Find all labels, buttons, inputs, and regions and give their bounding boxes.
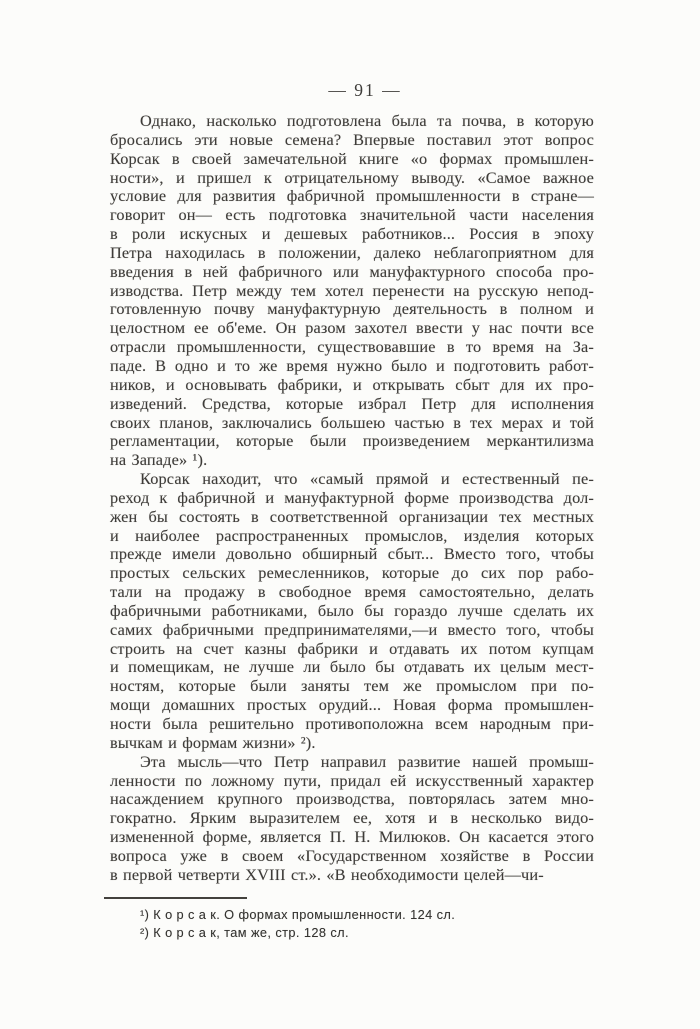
text-line: в первой четверти XVIII ст.». «В необходимости целей—чи- bbox=[110, 864, 544, 884]
text-line: самих фабричными предпринимателями,—и вместо того, чтобы bbox=[110, 619, 594, 639]
text-line: готовленную почву мануфактурную деятельность в полном и bbox=[110, 299, 594, 319]
text-line: Корсак в своей замечательной книге «о формах промышлен- bbox=[110, 148, 594, 168]
text-line: и помещикам, не лучше ли было бы отдавать их целым мест- bbox=[110, 657, 594, 677]
text-line: бросались эти новые семена? Впервые поставил этот вопрос bbox=[110, 129, 594, 149]
text-line: Эта мысль—что Петр направил развитие нашей промыш- bbox=[140, 751, 594, 771]
text-line: реход к фабричной и мануфактурной форме производства дол- bbox=[110, 487, 594, 507]
text-line: изведений. Средства, которые избрал Петр для исполнения bbox=[110, 393, 594, 413]
text-line: вычкам и формам жизни» ²). bbox=[110, 732, 316, 752]
text-line: ников, и основывать фабрики, и открывать сбыт для их про- bbox=[110, 374, 594, 394]
text-line: фабричными работниками, было бы гораздо лучше сделать их bbox=[110, 600, 594, 620]
text-line: своих планов, заключались большею частью в тех мерах и той bbox=[110, 412, 594, 432]
text-line: насаждением крупного производства, повторялась затем мно- bbox=[110, 789, 594, 809]
text-line: Петра находилась в положении, далеко неблагоприятном для bbox=[110, 242, 594, 262]
text-line: условие для развития фабричной промышленности в стране— bbox=[110, 186, 594, 206]
text-line: Однако, насколько подготовлена была та почва, в которую bbox=[140, 111, 594, 130]
text-line: отрасли промышленности, существовавшие в то время на За- bbox=[110, 337, 594, 357]
text-line: в роли искусных и дешевых работников... Россия в эпоху bbox=[110, 224, 594, 244]
page-body bbox=[110, 112, 594, 885]
footnote: ²) К о р с а к, там же, стр. 128 сл. bbox=[140, 925, 349, 940]
text-line: говорит он— есть подготовка значительной части населения bbox=[110, 205, 594, 225]
text-line: тали на продажу в свободное время самостоятельно, делать bbox=[110, 582, 594, 602]
text-line: мощи домашних простых орудий... Новая форма промышлен- bbox=[110, 695, 594, 715]
text-line: регламентации, которые были произведением меркантилизма bbox=[110, 431, 594, 451]
text-line: вопроса уже в своем «Государственном хозяйстве в России bbox=[110, 845, 594, 865]
text-line: ленности по ложному пути, придал ей искусственный характер bbox=[110, 770, 594, 790]
text-line: ности», и пришел к отрицательному выводу. «Самое важное bbox=[110, 167, 594, 187]
text-line: простых сельских ремесленников, которые до сих пор рабо- bbox=[110, 563, 594, 583]
text-line: изводства. Петр между тем хотел перенести на русскую непод- bbox=[110, 280, 594, 300]
text-line: паде. В одно и то же время нужно было и подготовить работ- bbox=[110, 355, 594, 375]
text-line: жен бы состоять в соответственной организации тех местных bbox=[110, 506, 594, 526]
text-line: на Западе» ¹). bbox=[110, 450, 208, 470]
text-line: измененной форме, является П. Н. Милюков. Он касается этого bbox=[110, 827, 594, 847]
text-line: ностям, которые были заняты тем же промыслом при по- bbox=[110, 676, 594, 696]
text-line: введения в ней фабричного или мануфактурного способа про- bbox=[110, 261, 594, 281]
page-number: — 91 — bbox=[328, 80, 402, 100]
paragraph bbox=[110, 112, 594, 470]
paragraph bbox=[110, 470, 594, 753]
paragraph bbox=[110, 753, 594, 885]
text-line: целостном ее об'еме. Он разом захотел ввести у нас почти все bbox=[110, 318, 594, 338]
text-line: прежде имели довольно обширный сбыт... Вместо того, чтобы bbox=[110, 544, 594, 564]
footnote-separator-rule bbox=[104, 897, 247, 899]
text-line: строить на счет казны фабрики и отдавать их потом купцам bbox=[110, 638, 594, 658]
footnote: ¹) К о р с а к. О формах промышленности. 124 сл. bbox=[140, 907, 456, 922]
text-line: гократно. Ярким выразителем ее, хотя и в несколько видо- bbox=[110, 808, 594, 828]
text-line: Корсак находит, что «самый прямой и естественный пе- bbox=[140, 469, 594, 489]
footnotes bbox=[140, 906, 590, 942]
text-line: и наиболее распространенных промыслов, изделия которых bbox=[110, 525, 594, 545]
text-line: ности была решительно противоположна всем народным при- bbox=[110, 714, 594, 733]
